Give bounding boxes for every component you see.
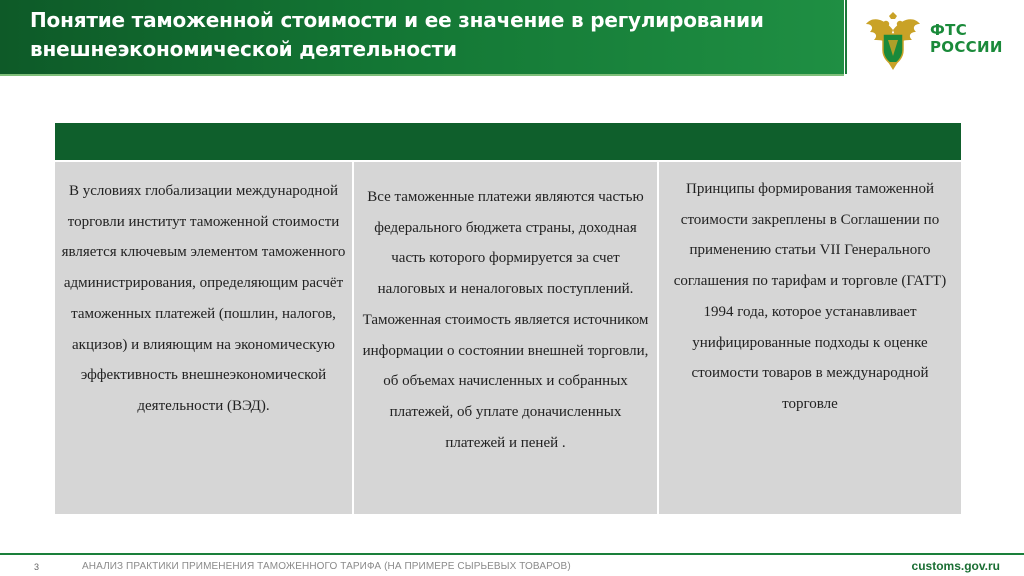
table-cell-budget: Все таможенные платежи являются частью федерального бюджета страны, доходная часть которого формируется за счет налоговых и неналоговых поступлений. Таможенная стоимость является источником информации о состоянии внешней торговли, об объемах начисленных и собранных платежей, об уплате доначисленных платежей и пеней . [354,162,657,514]
logo-divider [845,0,847,74]
content-table [55,162,961,514]
footer-site-link[interactable]: customs.gov.ru [911,559,1000,573]
fts-logo [864,10,1014,70]
footer-divider [0,553,1024,555]
page-number: 3 [34,562,40,572]
double-headed-eagle-emblem-icon [864,10,922,70]
slide-header [0,0,844,74]
table-cell-globalization: В условиях глобализации международной торговли институт таможенной стоимости является ключевым элементом таможенного администрирования, определяющим расчёт таможенных платежей (пошлин, налогов, акцизов) и влияющим на экономическую эффективность внешнеэкономической деятельности (ВЭД). [55,162,352,514]
header-divider [0,74,844,76]
table-cell-gatt-principles: Принципы формирования таможенной стоимости закреплены в Соглашении по применению статьи VII Генерального соглашения по тарифам и торговле (ГАТТ) 1994 года, которое устанавливает унифицированные подходы к оценке стоимости товаров в международной торговле [659,162,961,514]
logo-line-2: РОССИИ [930,38,1003,56]
footer-caption: АНАЛИЗ ПРАКТИКИ ПРИМЕНЕНИЯ ТАМОЖЕННОГО ТАРИФА (НА ПРИМЕРЕ СЫРЬЕВЫХ ТОВАРОВ) [82,561,571,572]
table-header-row [55,123,961,160]
fts-logo-text [930,22,1003,56]
slide-title: Понятие таможенной стоимости и ее значение в регулировании внешнеэкономической деятельности [30,8,764,61]
logo-line-1: ФТС [930,21,968,39]
